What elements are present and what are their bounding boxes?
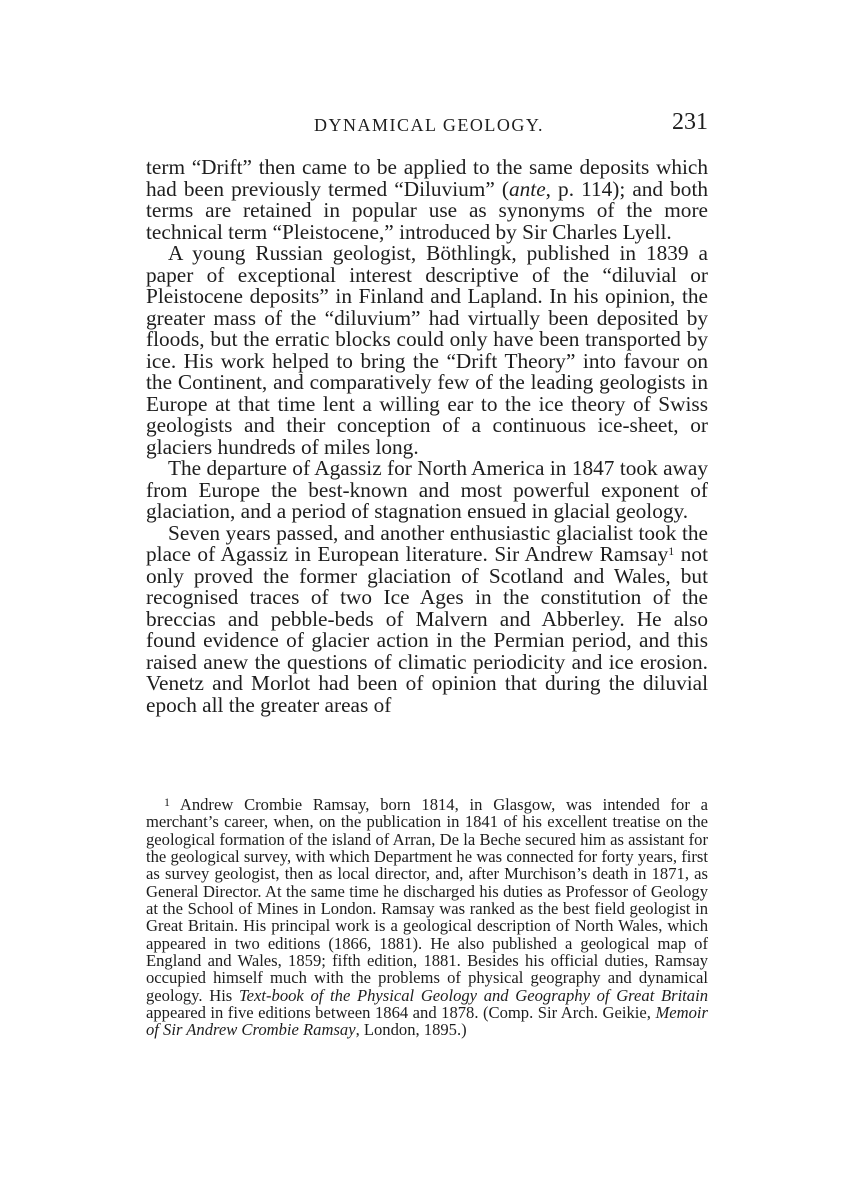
footnote-reference: 1 <box>668 544 675 558</box>
italic-ante: ante <box>508 176 546 201</box>
paragraph-2: A young Russian geologist, Böthlingk, published in 1839 a paper of exceptional interest descriptive of the “diluvial or Pleistocene deposits” in Finland and Lapland. In his opinion, the greater mass of the “diluvium” had virtually been deposited by floods, but the erratic blocks could only have been transported by ice. His work helped to bring the “Drift Theory” into favour on the Continent, and comparatively few of the leading geologists in Europe at that time lent a willing ear to the ice theory of Swiss geologists and their conception of a continuous ice-sheet, or glaciers hundreds of miles long. <box>146 241 708 459</box>
running-head: DYNAMICAL GEOLOGY. <box>314 115 544 135</box>
paragraph-4: Seven years passed, and another enthusiastic glacialist took the place of Agassiz in European literature. Sir Andrew Ramsay$^1$ not only proved the former glaciation of Scotland and Wales, but recognised traces of two Ice Ages in the constitution of the breccias and pebble-beds of Malvern and Abberley. He also found evidence of glacier action in the Permian period, and this raised anew the questions of climatic periodicity and ice erosion. Venetz and Morlot had been of opinion that during the diluvial epoch all the greater areas of <box>146 520 708 717</box>
page-header <box>146 109 708 139</box>
footnote-text: $^1$ Andrew Crombie Ramsay, born 1814, in Glasgow, was intended for a merchant’s career, when, on the publication in 1841 of his excellent treatise on the geological formation of the island of Arran, De la Beche secured him as assistant for the geological survey, with which Department he was connected for forty years, first as survey geologist, then as local director, and, after Murchison’s death in 1871, as General Director. At the same time he discharged his duties as Professor of Geology at the School of Mines in London. Ramsay was ranked as the best field geologist in Great Britain. His principal work is a geological description of North Wales, which appeared in two editions (1866, 1881). He also published a geological map of England and Wales, 1859; fifth edition, 1881. Besides his official duties, Ramsay occupied himself much with the problems of physical geography and dynamical geology. His Text-book of the Physical Geology and Geography of Great Britain appeared in five editions between 1864 and 1878. (Comp. Sir Arch. Geikie, Memoir of Sir Andrew Crombie Ramsay, London, 1895.) <box>146 795 708 1040</box>
footnote <box>146 794 708 1039</box>
book-title-textbook: Text-book of the Physical Geology and Geography of Great Britain <box>238 985 708 1005</box>
paragraph-1: term “Drift” then came to be applied to the same deposits which had been previously termed “Diluvium” (ante, p. 114); and both terms are retained in popular use as synonyms of the more technical term “Pleistocene,” introduced by Sir Charles Lyell. <box>146 155 709 244</box>
body-text <box>146 157 708 716</box>
book-title-memoir: Memoir of Sir Andrew Crombie Ramsay <box>146 1003 708 1040</box>
page-number: 231 <box>672 109 708 135</box>
paragraph-3: The departure of Agassiz for North America in 1847 took away from Europe the best-known and most powerful exponent of glaciation, and a period of stagnation ensued in glacial geology. <box>146 456 708 523</box>
footnote-mark: 1 <box>164 795 170 809</box>
